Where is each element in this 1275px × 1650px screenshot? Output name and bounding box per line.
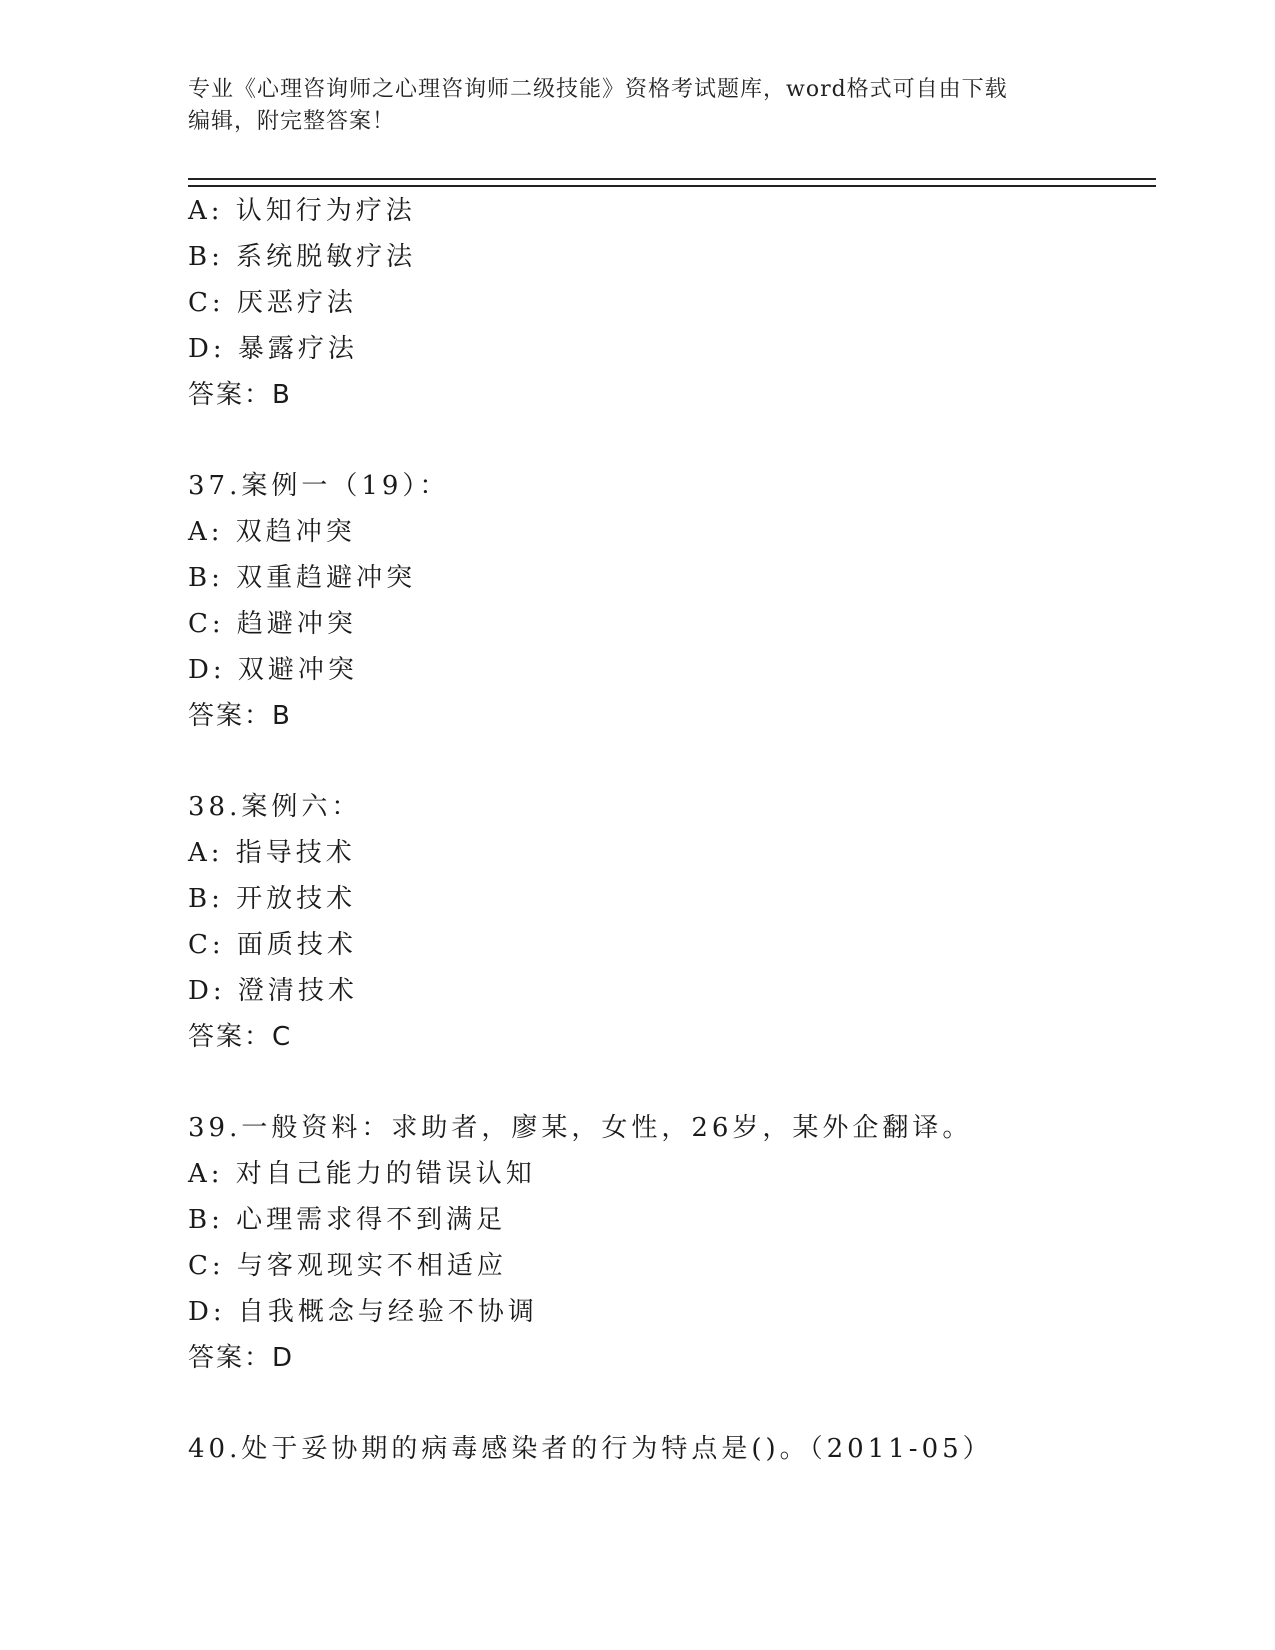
option-a: A: 对自己能力的错误认知 [188, 1159, 536, 1189]
question-block [188, 463, 1148, 739]
answer-line: 答案：B [188, 701, 292, 731]
option-c: C: 趋避冲突 [188, 609, 357, 639]
question-block [188, 1105, 1148, 1381]
header-divider [188, 178, 1156, 187]
question-text: 37.案例一（19）： [188, 471, 450, 501]
option-d: D: 双避冲突 [188, 655, 358, 685]
option-b: B: 开放技术 [188, 884, 357, 914]
option-b: B: 双重趋避冲突 [188, 563, 417, 593]
block-spacer [188, 739, 1148, 784]
option-a: A: 指导技术 [188, 838, 356, 868]
option-d: D: 暴露疗法 [188, 334, 358, 364]
question-text: 38.案例六： [188, 792, 362, 822]
option-a: A: 双趋冲突 [188, 517, 356, 547]
header-line-1: 专业《心理咨询师之心理咨询师二级技能》资格考试题库，word格式可自由下载 [188, 77, 1008, 102]
option-d: D: 澄清技术 [188, 976, 358, 1006]
answer-line: 答案：C [188, 1022, 293, 1052]
option-c: C: 与客观现实不相适应 [188, 1251, 507, 1281]
block-spacer [188, 1060, 1148, 1105]
option-b: B: 系统脱敏疗法 [188, 242, 417, 272]
document-header [188, 74, 1088, 138]
option-b: B: 心理需求得不到满足 [188, 1205, 507, 1235]
option-d: D: 自我概念与经验不协调 [188, 1297, 538, 1327]
answer-line: 答案：D [188, 1343, 295, 1373]
block-spacer [188, 418, 1148, 463]
question-block [188, 188, 1148, 418]
question-list [188, 188, 1148, 1472]
block-spacer [188, 1381, 1148, 1426]
option-c: C: 面质技术 [188, 930, 357, 960]
question-block [188, 1426, 1148, 1472]
question-block [188, 784, 1148, 1060]
header-line-2: 编辑，附完整答案！ [188, 109, 396, 134]
option-a: A: 认知行为疗法 [188, 196, 416, 226]
question-text: 40.处于妥协期的病毒感染者的行为特点是()。（2011-05） [188, 1434, 993, 1464]
question-text: 39.一般资料：求助者，廖某，女性，26岁，某外企翻译。 [188, 1113, 973, 1143]
answer-line: 答案：B [188, 380, 292, 410]
option-c: C: 厌恶疗法 [188, 288, 357, 318]
